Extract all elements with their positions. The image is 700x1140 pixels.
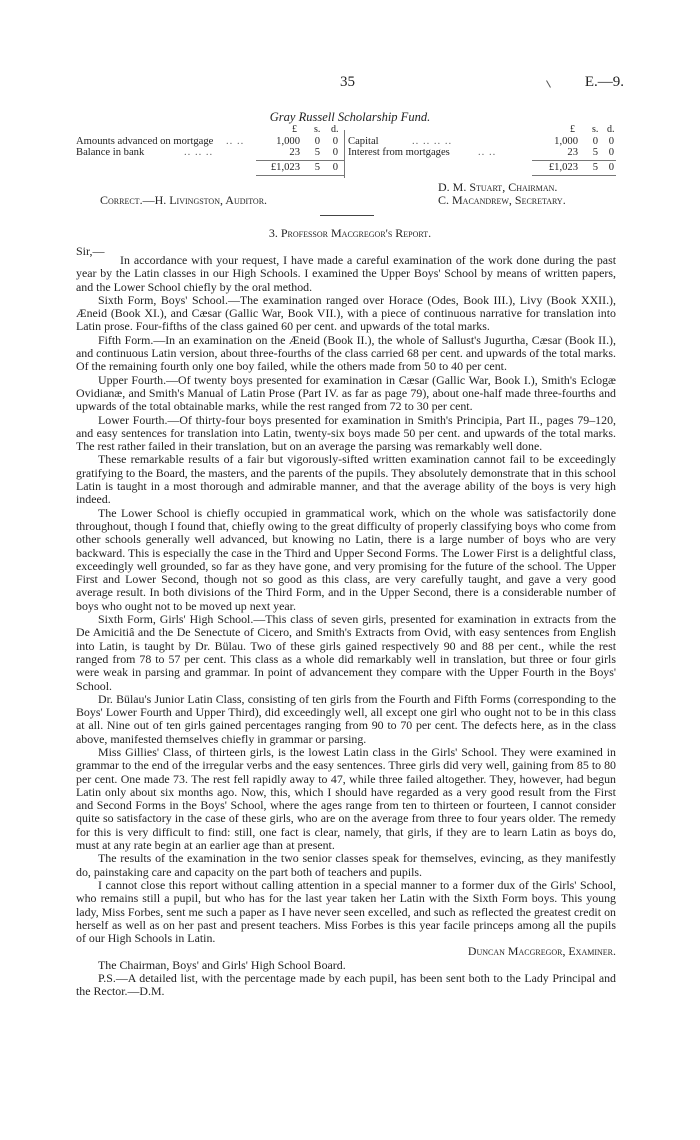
report-paragraph: Fifth Form.—In an examination on the Æneid (Book II.), the whole of Sallust's Jugurtha, Cæsar (Book II.), and continuous Latin version, about three-fourths of the class carried 68 per cent. and upwards of the total marks. Of the remaining fourth only one boy failed, while the others made from 50 to 40 per cent. (76, 332, 616, 374)
page-number: 35 (340, 74, 355, 90)
account-row-pounds: 1,000 (276, 136, 300, 147)
report-body (76, 254, 616, 999)
fund-title: Gray Russell Scholarship Fund. (269, 110, 431, 124)
total-rule (532, 160, 616, 161)
margin-tick-mark (546, 80, 551, 87)
account-row-pounds: 23 (289, 147, 300, 158)
account-total-row (76, 162, 346, 174)
account-divider (344, 130, 345, 178)
auditor-signature: Correct.—H. Livingston, Auditor. (100, 193, 268, 207)
account-total-pence: 0 (608, 162, 614, 173)
total-rule (256, 160, 344, 161)
total-rule (532, 175, 616, 176)
account-row-pence: 0 (332, 136, 338, 147)
currency-heading-pence: d. (607, 124, 615, 135)
account-total-row (348, 162, 616, 174)
account-row-leader: .. .. .. .. (412, 136, 453, 147)
document-code: E.—9. (584, 74, 624, 90)
account-row-label: Amounts advanced on mortgage (76, 136, 214, 147)
report-salutation: Sir,— (76, 244, 105, 258)
report-paragraph: The Lower School is chiefly occupied in grammatical work, which on the whole was satisfactorily done throughout, though I found that, chiefly owing to the great difficulty of properly classifying boys who come from other schools generally well advanced, but knowing no Latin, there is a large number of boys who are very backward. This is especially the case in the Third and Upper Second Forms. The Lower First is a delightful class, exceedingly well grounded, so far as they have gone, and very promising for the future of the school. The Upper First and Lower Second, though not so good as this class, are very carefully taught, and gave a very good average result. In both divisions of the Third Form, and in the Upper Second, there is a considerable number of boys who ought not to be moved up next year. (76, 505, 616, 613)
report-paragraph: Dr. Bülau's Junior Latin Class, consisting of ten girls from the Fourth and Fifth Forms (corresponding to the Boys' Lower Fourth and Upper Third), did exceedingly well, all except one girl who ought not to be in this class at all. Nine out of ten girls gained percentages ranging from 90 to 70 per cent. The defects here, as in the class above, manifested themselves chiefly in grammar or parsing. (76, 691, 616, 746)
currency-heading-shillings: s. (314, 124, 321, 135)
section-rule (320, 215, 374, 216)
report-postscript: P.S.—A detailed list, with the percentage made by each pupil, has been sent both to the Lady Principal and the Rector.—D.M. (76, 971, 616, 999)
report-paragraph: Sixth Form, Boys' School.—The examination ranged over Horace (Odes, Book III.), Livy (Book XXII.), Æneid (Book XI.), and Cæsar (Gallic War, Book VII.), with a piece of continuous narrative for translation into Latin prose. Four-fifths of the class gained 60 per cent. and upwards of the total marks. (76, 292, 616, 334)
account-row-pence: 0 (332, 147, 338, 158)
account-row-leader: .. .. (478, 147, 497, 158)
currency-heading-pounds: £ (570, 124, 575, 135)
examiner-signature (76, 945, 616, 958)
page-header (0, 74, 700, 94)
account-row-leader: .. .. .. (184, 147, 214, 158)
report-title: 3. Professor Macgregor's Report. (268, 226, 432, 240)
account-total-pence: 0 (332, 162, 338, 173)
chairman-signature: D. M. Stuart, Chairman. (438, 180, 558, 194)
report-paragraph: In accordance with your request, I have made a careful examination of the work done during the past year by the Latin classes in our High Schools. I examined the Upper Boys' School by means of written papers, and the Lower School chiefly by the oral method. (76, 253, 616, 294)
account-row-pence: 0 (608, 147, 614, 158)
account-row (348, 147, 616, 159)
currency-heading-shillings: s. (592, 124, 599, 135)
examiner-signature-text: Duncan Macgregor, Examiner. (467, 944, 616, 959)
account-total-pounds: £1,023 (270, 162, 300, 173)
fund-account-table (76, 124, 616, 180)
total-rule (256, 175, 344, 176)
account-row-label: Balance in bank (76, 147, 145, 158)
account-row-label: Capital (348, 136, 379, 147)
account-row-shillings: 0 (314, 136, 320, 147)
account-row-shillings: 0 (592, 136, 598, 147)
account-row-shillings: 5 (314, 147, 320, 158)
account-row-shillings: 5 (592, 147, 598, 158)
currency-heading-pence: d. (331, 124, 339, 135)
report-paragraph: Lower Fourth.—Of thirty-four boys presented for examination in Smith's Principia, Part II., pages 79–120, and easy sentences for translation into Latin, twenty-six boys made 50 per cent. and upwards of the total marks. The rest rather failed in their translation, but on an average the parsing was remarkably well done. (76, 412, 616, 454)
account-row (76, 147, 346, 159)
report-paragraph: Upper Fourth.—Of twenty boys presented for examination in Cæsar (Gallic War, Book I.), Smith's Eclogæ Ovidianæ, and Smith's Manual of Latin Prose (Part IV. as far as page 79), about one-half made three-fourths and upwards of the total obtainable marks, while the rest ranged from 72 to 30 per cent. (76, 372, 616, 414)
currency-heading-pounds: £ (292, 124, 297, 135)
account-row-leader: .. .. (226, 136, 245, 147)
account-total-shillings: 5 (314, 162, 320, 173)
report-paragraph: These remarkable results of a fair but vigorously-sifted written examination cannot fail to be exceedingly gratifying to the Board, the masters, and the parents of the pupils. They absolutely demonstrate that in this school Latin is taught in a most thorough and admirable manner, and that the average ability of the boys is very high indeed. (76, 452, 616, 507)
report-paragraph: Sixth Form, Girls' High School.—This class of seven girls, presented for examination in extracts from the De Amicitiâ and the De Senectute of Cicero, and Smith's Extracts from Ovid, with easy sentences from English into Latin, is taught by Dr. Bülau. Two of these girls gained respectively 90 and 88 per cent., while the rest ranged from 78 to 57 per cent. This class as a whole did remarkably well in translation, but three or four girls were weak in parsing and grammar. In point of advancement they compare with the Upper Fourth in the Boys' School. (76, 612, 616, 693)
account-row-pounds: 1,000 (554, 136, 578, 147)
account-row-pence: 0 (608, 136, 614, 147)
report-addressee: The Chairman, Boys' and Girls' High School Board. (98, 957, 346, 972)
account-total-pounds: £1,023 (548, 162, 578, 173)
account-row-label: Interest from mortgages (348, 147, 450, 158)
account-total-shillings: 5 (592, 162, 598, 173)
report-paragraph: Miss Gillies' Class, of thirteen girls, is the lowest Latin class in the Girls' School. They were examined in grammar to the end of the irregular verbs and the easy sentences. Three girls did very well, gaining from 85 to 80 per cent. One made 73. The rest fell rapidly away to 47, while three failed altogether. They, however, had begun Latin only about six months ago. Now, this, which I should have regarded as a very good result from the First and Second Forms in the Boys' School, where the ages range from ten to thirteen or fourteen, I cannot consider quite so satisfactory in the case of these girls, who are on the average from three to four years older. The remedy for this is very difficult to find: still, one fact is clear, namely, that girls, if they are to learn Latin as boys do, must at any rate begin at an earlier age than at present. (76, 744, 616, 853)
account-row-pounds: 23 (567, 147, 578, 158)
report-paragraph: The results of the examination in the two senior classes speak for themselves, evincing, as they manifestly do, painstaking care and capacity on the part both of teachers and pupils. (76, 851, 616, 879)
secretary-signature: C. Macandrew, Secretary. (438, 193, 566, 207)
report-paragraph: I cannot close this report without calling attention in a special manner to a former dux of the Girls' School, who remains still a pupil, but who has for the last year taken her Latin with the Sixth Form boys. This young lady, Miss Forbes, sent me such a paper as I have never seen excelled, and such as reflected the greatest credit on herself as well as on her past and present teachers. Miss Forbes is this year facile princeps among all the pupils of our High Schools in Latin. (76, 877, 616, 946)
